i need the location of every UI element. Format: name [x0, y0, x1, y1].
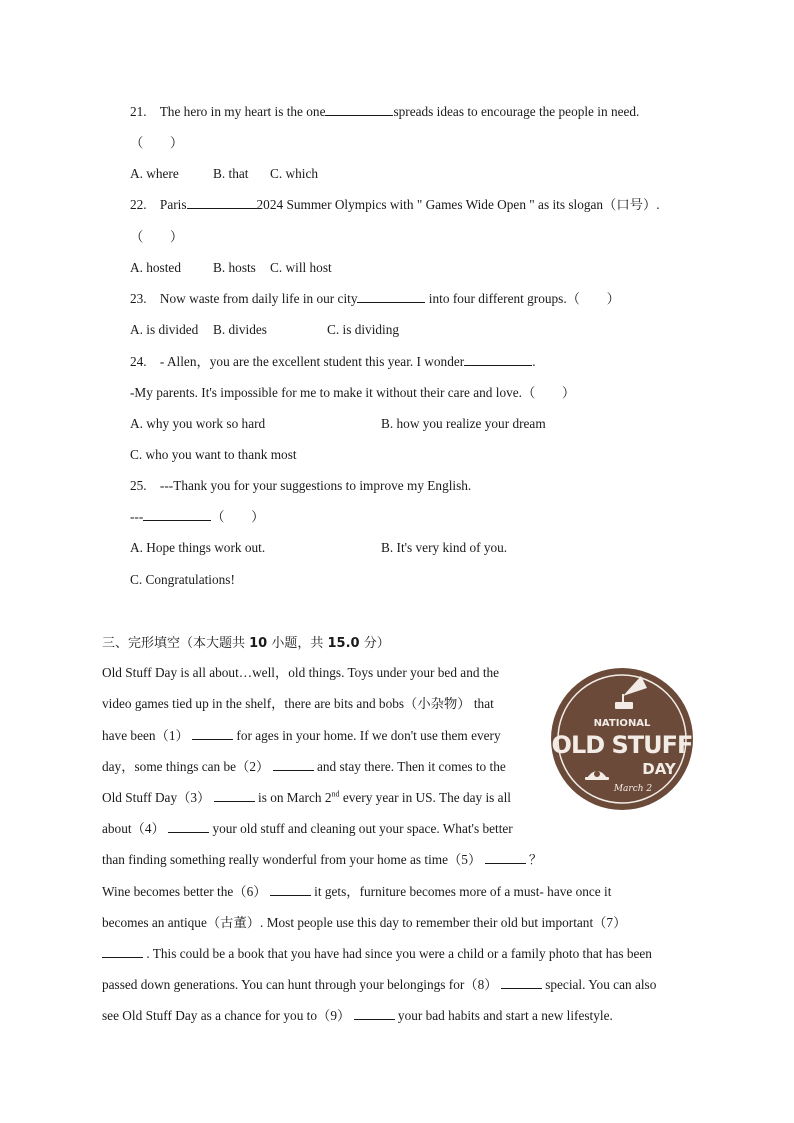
- option-b[interactable]: B. It's very kind of you.: [381, 540, 508, 555]
- old-stuff-day-badge: [549, 666, 695, 812]
- blank-2[interactable]: [273, 758, 314, 771]
- passage-line: than finding something really wonderful from your home as time（5） ？: [102, 852, 543, 867]
- blank-8[interactable]: [501, 976, 542, 989]
- option-b[interactable]: B. hosts: [213, 260, 256, 275]
- option-a[interactable]: A. hosted: [130, 260, 181, 275]
- badge-top-text: NATIONAL: [593, 718, 651, 729]
- option-c[interactable]: C. will host: [270, 260, 332, 275]
- question-21: 21. The hero in my heart is the one spreads ideas to encourage the people in need.: [130, 104, 640, 119]
- option-c[interactable]: C. which: [270, 166, 319, 181]
- blank-3[interactable]: [214, 789, 255, 802]
- passage-line: video games tied up in the shelf，there are bits and bobs（小杂物） that: [102, 696, 494, 711]
- answer-blank[interactable]: [187, 196, 257, 209]
- passage-line: becomes an antique（古董）. Most people use this day to remember their old but important（7）: [102, 915, 627, 930]
- passage-line: Old Stuff Day（3） is on March 2nd every year in US. The day is all: [102, 789, 511, 805]
- passage-line: Old Stuff Day is all about…well，old things. Toys under your bed and the: [102, 665, 500, 680]
- question-23: 23. Now waste from daily life in our city into four different groups.（ ）: [130, 291, 620, 306]
- passage-line: see Old Stuff Day as a chance for you to（9） your bad habits and start a new lifestyle.: [102, 1008, 613, 1023]
- option-b[interactable]: B. how you realize your dream: [381, 416, 546, 431]
- option-c[interactable]: C. who you want to thank most: [130, 447, 297, 462]
- blank-5[interactable]: [485, 851, 526, 864]
- option-a[interactable]: A. where: [130, 166, 179, 181]
- answer-blank[interactable]: [464, 353, 532, 366]
- option-b[interactable]: B. divides: [213, 322, 267, 337]
- dialogue-reply: --- （ ）: [130, 509, 265, 524]
- answer-paren: （ ）: [130, 229, 184, 244]
- blank-7[interactable]: [102, 945, 143, 958]
- badge-date-text: March 2: [613, 784, 653, 794]
- badge-day-text: DAY: [642, 760, 676, 778]
- option-a[interactable]: A. Hope things work out.: [130, 540, 266, 555]
- option-c[interactable]: C. is dividing: [327, 322, 400, 337]
- answer-paren: （ ）: [130, 135, 184, 150]
- answer-blank[interactable]: [357, 290, 425, 303]
- blank-9[interactable]: [354, 1007, 395, 1020]
- dialogue-reply: -My parents. It's impossible for me to make it without their care and love.（ ）: [130, 385, 576, 400]
- passage-line: have been（1） for ages in your home. If we don't use them every: [102, 728, 501, 743]
- badge-main-text: OLD STUFF: [551, 731, 693, 759]
- passage-line: Wine becomes better the（6） it gets，furniture becomes more of a must- have once it: [102, 884, 612, 899]
- blank-4[interactable]: [168, 820, 209, 833]
- section-heading: 三、完形填空（本大题共 10 小题，共 15.0 分）: [102, 636, 390, 651]
- question-25: 25. ---Thank you for your suggestions to improve my English.: [130, 478, 472, 493]
- option-a[interactable]: A. is divided: [130, 322, 199, 337]
- passage-line: day，some things can be（2） and stay there. Then it comes to the: [102, 759, 506, 774]
- question-24: 24. - Allen，you are the excellent student this year. I wonder .: [130, 354, 536, 369]
- answer-blank[interactable]: [325, 103, 393, 116]
- passage-line: . This could be a book that you have had since you were a child or a family photo that has been: [102, 945, 652, 963]
- option-c[interactable]: C. Congratulations!: [130, 572, 235, 587]
- blank-1[interactable]: [192, 727, 233, 740]
- question-22: 22. Paris 2024 Summer Olympics with " Games Wide Open " as its slogan（口号）.: [130, 197, 660, 212]
- answer-blank[interactable]: [143, 508, 211, 521]
- passage-line: passed down generations. You can hunt through your belongings for（8） special. You can also: [102, 977, 657, 992]
- passage-line: about（4） your old stuff and cleaning out your space. What's better: [102, 821, 513, 836]
- option-b[interactable]: B. that: [213, 166, 249, 181]
- blank-6[interactable]: [270, 883, 311, 896]
- option-a[interactable]: A. why you work so hard: [130, 416, 266, 431]
